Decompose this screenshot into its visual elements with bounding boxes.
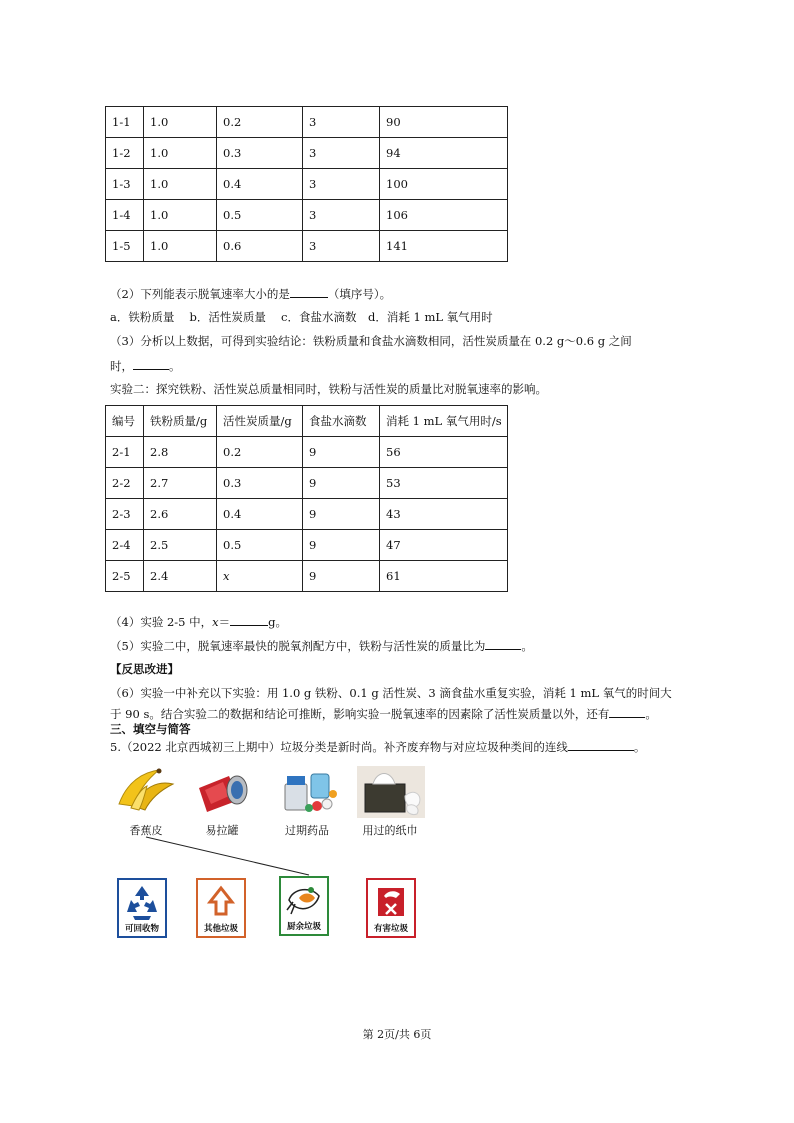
question-2-text: （2）下列能表示脱氧速率大小的是	[110, 287, 290, 301]
table-cell: 0.4	[217, 169, 303, 200]
table-cell: 2.7	[144, 468, 217, 499]
table-cell: 43	[380, 499, 508, 530]
table-cell: 0.5	[217, 200, 303, 231]
question-6-suffix: 。	[645, 707, 657, 721]
question-3-suffix: 。	[169, 359, 181, 373]
table-cell: 1.0	[144, 200, 217, 231]
bin-label-recyclable: 可回收物	[124, 924, 159, 934]
table-cell: 2.4	[144, 561, 217, 592]
table-cell: 2.8	[144, 437, 217, 468]
table-header-cell: 铁粉质量/g	[144, 406, 217, 437]
table-cell: 90	[380, 107, 508, 138]
table-cell: 3	[303, 138, 380, 169]
table-cell: 2-1	[106, 437, 144, 468]
table-cell: 1-2	[106, 138, 144, 169]
table-cell: 9	[303, 499, 380, 530]
table-cell: 3	[303, 200, 380, 231]
table-cell: 3	[303, 231, 380, 262]
table-cell: 9	[303, 561, 380, 592]
question-5-waste-suffix: 。	[633, 740, 646, 754]
table-cell: 1-5	[106, 231, 144, 262]
table-cell: 3	[303, 107, 380, 138]
table-cell: 0.3	[217, 138, 303, 169]
question-3-line1: （3）分析以上数据，可得到实验结论：铁粉质量和食盐水滴数相同，活性炭质量在 0.2 g～0.6 g 之间	[110, 334, 632, 348]
table-cell: x	[217, 561, 303, 592]
question-3-prefix: 时，	[110, 359, 133, 373]
question-5-suffix: 。	[521, 639, 533, 653]
item-caption-tissue: 用过的纸巾	[362, 824, 418, 837]
table-cell: 1.0	[144, 107, 217, 138]
bin-label-other: 其他垃圾	[203, 924, 238, 934]
table-cell: 3	[303, 169, 380, 200]
table-cell: 0.5	[217, 530, 303, 561]
hazardous-waste-bin-icon	[366, 878, 416, 938]
table-header-cell: 编号	[106, 406, 144, 437]
table-cell: 47	[380, 530, 508, 561]
experiment2-intro: 实验二：探究铁粉、活性炭总质量相同时，铁粉与活性炭的质量比对脱氧速率的影响。	[110, 382, 547, 396]
table-cell: 2-4	[106, 530, 144, 561]
table-cell: 2-2	[106, 468, 144, 499]
table-cell: 1.0	[144, 169, 217, 200]
bin-label-hazardous: 有害垃圾	[373, 924, 408, 934]
table-cell: 61	[380, 561, 508, 592]
table-cell: 106	[380, 200, 508, 231]
question-5-waste-text: 5.（2022 北京西城初三上期中）垃圾分类是新时尚。补齐废弃物与对应垃圾种类间的连线	[110, 740, 568, 754]
table-cell: 2-3	[106, 499, 144, 530]
table-cell: 141	[380, 231, 508, 262]
item-caption-can: 易拉罐	[205, 824, 239, 837]
question-4-text: （4）实验 2-5 中，	[110, 615, 213, 629]
table-cell: 2-5	[106, 561, 144, 592]
table-header-cell: 消耗 1 mL 氧气用时/s	[380, 406, 508, 437]
table-cell: 1-3	[106, 169, 144, 200]
question-2-suffix: （填序号）。	[327, 287, 392, 301]
question-2-options: a．铁粉质量 b．活性炭质量 c．食盐水滴数 d．消耗 1 mL 氧气用时	[110, 310, 493, 324]
table-cell: 9	[303, 437, 380, 468]
question-6-text: 于 90 s。结合实验二的数据和结论可推断，影响实验一脱氧速率的因素除了活性炭质量以外，还有	[110, 707, 610, 721]
table-cell: 1-4	[106, 200, 144, 231]
table-cell: 94	[380, 138, 508, 169]
table-cell: 9	[303, 530, 380, 561]
table-cell: 0.2	[217, 107, 303, 138]
recyclable-bin-icon	[117, 878, 167, 938]
question-4-unit: g。	[268, 615, 288, 629]
table-cell: 0.6	[217, 231, 303, 262]
bin-label-kitchen: 厨余垃圾	[286, 922, 321, 932]
section-3-heading: 三、填空与简答	[110, 722, 191, 736]
table-cell: 100	[380, 169, 508, 200]
table-cell: 2.5	[144, 530, 217, 561]
item-caption-banana: 香蕉皮	[129, 824, 163, 837]
question-5-text: （5）实验二中，脱氧速率最快的脱氧剂配方中，铁粉与活性炭的质量比为	[110, 639, 486, 653]
reflection-heading: 【反思改进】	[110, 662, 179, 676]
table-cell: 1.0	[144, 138, 217, 169]
variable-x: x	[212, 615, 219, 629]
table-cell: 0.2	[217, 437, 303, 468]
table-cell: 1-1	[106, 107, 144, 138]
table-cell: 0.4	[217, 499, 303, 530]
table-cell: 2.6	[144, 499, 217, 530]
other-waste-bin-icon	[196, 878, 246, 938]
item-caption-medicine: 过期药品	[285, 824, 329, 837]
table-cell: 1.0	[144, 231, 217, 262]
equals-sign: ＝	[218, 615, 231, 629]
table-cell: 9	[303, 468, 380, 499]
table-header-cell: 活性炭质量/g	[217, 406, 303, 437]
table-cell: 0.3	[217, 468, 303, 499]
table-cell: 56	[380, 437, 508, 468]
table-header-cell: 食盐水滴数	[303, 406, 380, 437]
kitchen-waste-bin-icon	[279, 876, 329, 936]
question-6-line1: （6）实验一中补充以下实验：用 1.0 g 铁粉、0.1 g 活性炭、3 滴食盐水重复实验，消耗 1 mL 氧气的时间大	[110, 686, 672, 700]
table-cell: 53	[380, 468, 508, 499]
page-footer: 第 2页/共 6页	[362, 1028, 432, 1041]
